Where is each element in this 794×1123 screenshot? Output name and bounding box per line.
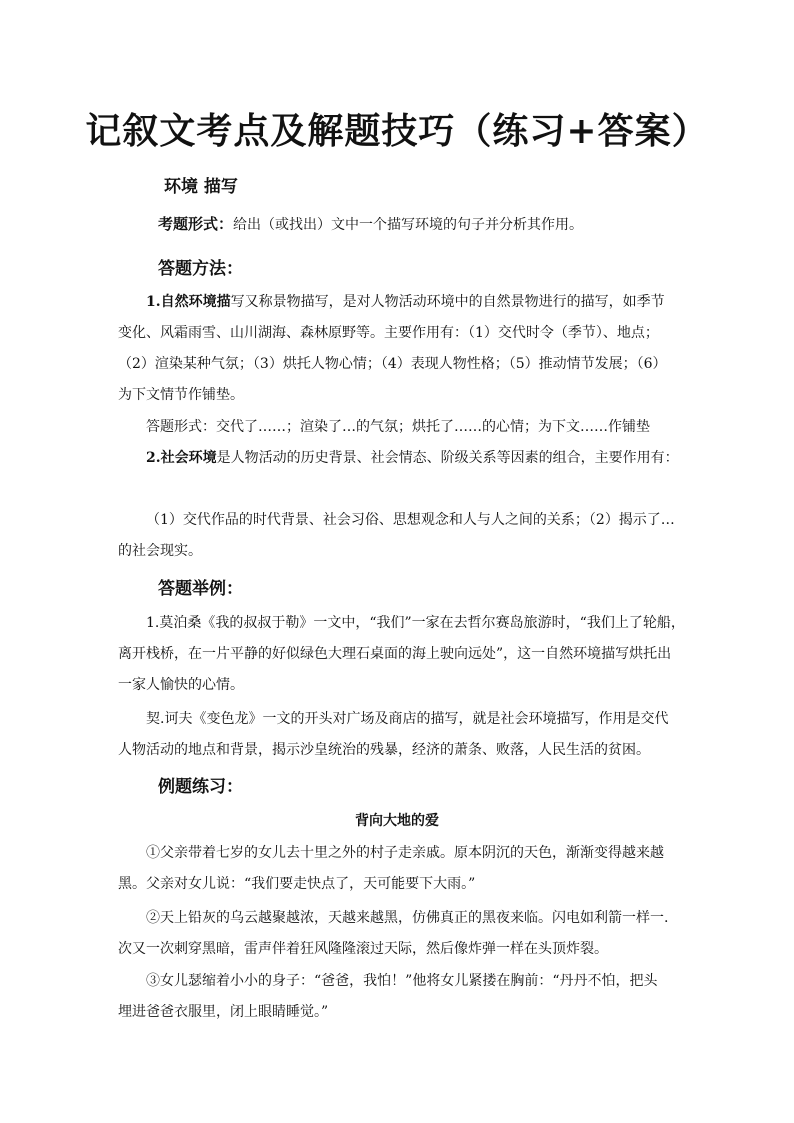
method-p2-text: 是人物活动的历史背景、社会情态、阶级关系等因素的组合，主要作用有： xyxy=(216,450,679,466)
passage-p2-line-2: 次又一次刺穿黑暗，雷声伴着狂风隆隆滚过天际，然后像炸弹一样在头顶炸裂。 xyxy=(118,941,608,957)
practice-heading: 例题练习： xyxy=(158,777,243,797)
section-heading: 环境 描写 xyxy=(164,177,238,197)
example-1-line-1: 1.莫泊桑《我的叔叔于勒》一文中，“我们”一家在去哲尔赛岛旅游时，“我们上了轮船， xyxy=(146,615,685,631)
example-1-line-2: 离开栈桥，在一片平静的好似绿色大理石桌面的海上驶向远处”，这一自然环境描写烘托出 xyxy=(118,646,672,662)
exam-form-label: 考题形式： xyxy=(158,215,234,233)
passage-p1-line-1: ①父亲带着七岁的女儿去十里之外的村子走亲戚。原本阴沉的天色，渐渐变得越来越 xyxy=(146,845,664,861)
method-p2-line-2: （1）交代作品的时代背景、社会习俗、思想观念和人与人之间的关系；（2）揭示了… xyxy=(146,512,675,528)
example-2-line-2: 人物活动的地点和背景，揭示沙皇统治的残暴，经济的萧条、败落，人民生活的贫困。 xyxy=(118,742,650,758)
method-p1-text: 写又称景物描写，是对人物活动环境中的自然景物进行的描写，如季节 xyxy=(230,294,665,310)
example-2-line-1: 契.诃夫《变色龙》一文的开头对广场及商店的描写，就是社会环境描写，作用是交代 xyxy=(146,711,669,727)
passage-p2-line-1: ②天上铅灰的乌云越聚越浓，天越来越黑，仿佛真正的黑夜来临。闪电如利箭一样一. xyxy=(146,910,669,926)
document-title: 记叙文考点及解题技巧（练习+答案） xyxy=(85,110,709,152)
method-p1-line-4: 为下文情节作铺垫。 xyxy=(118,387,244,403)
method-p2-line-3: 的社会现实。 xyxy=(118,543,202,559)
method-p1-line-1 xyxy=(146,291,665,311)
passage-p3-line-2: 埋进爸爸衣服里，闭上眼睛睡觉。” xyxy=(118,1004,329,1020)
passage-p1-line-2: 黑。父亲对女儿说：“我们要走快点了，天可能要下大雨。” xyxy=(118,876,476,892)
passage-p3-line-1: ③女儿瑟缩着小小的身子：“爸爸，我怕！”他将女儿紧搂在胸前：“丹丹不怕，把头 xyxy=(146,973,658,989)
exam-form-line xyxy=(158,213,583,234)
example-heading: 答题举例： xyxy=(158,579,243,599)
example-1-line-3: 一家人愉快的心情。 xyxy=(118,677,244,693)
method-p2-bold: 2.社会环境 xyxy=(146,450,217,466)
method-heading: 答题方法： xyxy=(158,259,243,279)
method-p2-line-1 xyxy=(146,447,679,467)
method-answer-form: 答题形式：交代了……；渲染了…的气氛；烘托了……的心情；为下文……作铺垫 xyxy=(146,419,650,435)
exam-form-text: 给出（或找出）文中一个描写环境的句子并分析其作用。 xyxy=(233,217,584,233)
method-p1-line-2: 变化、风霜雨雪、山川湖海、森林原野等。主要作用有：（1）交代时令（季节）、地点； xyxy=(118,325,659,341)
method-p1-bold: 1.自然环境描 xyxy=(146,294,231,310)
passage-title: 背向大地的爱 xyxy=(355,813,439,829)
method-p1-line-3: （2）渲染某种气氛；（3）烘托人物心情；（4）表现人物性格；（5）推动情节发展；（6） xyxy=(118,356,667,372)
